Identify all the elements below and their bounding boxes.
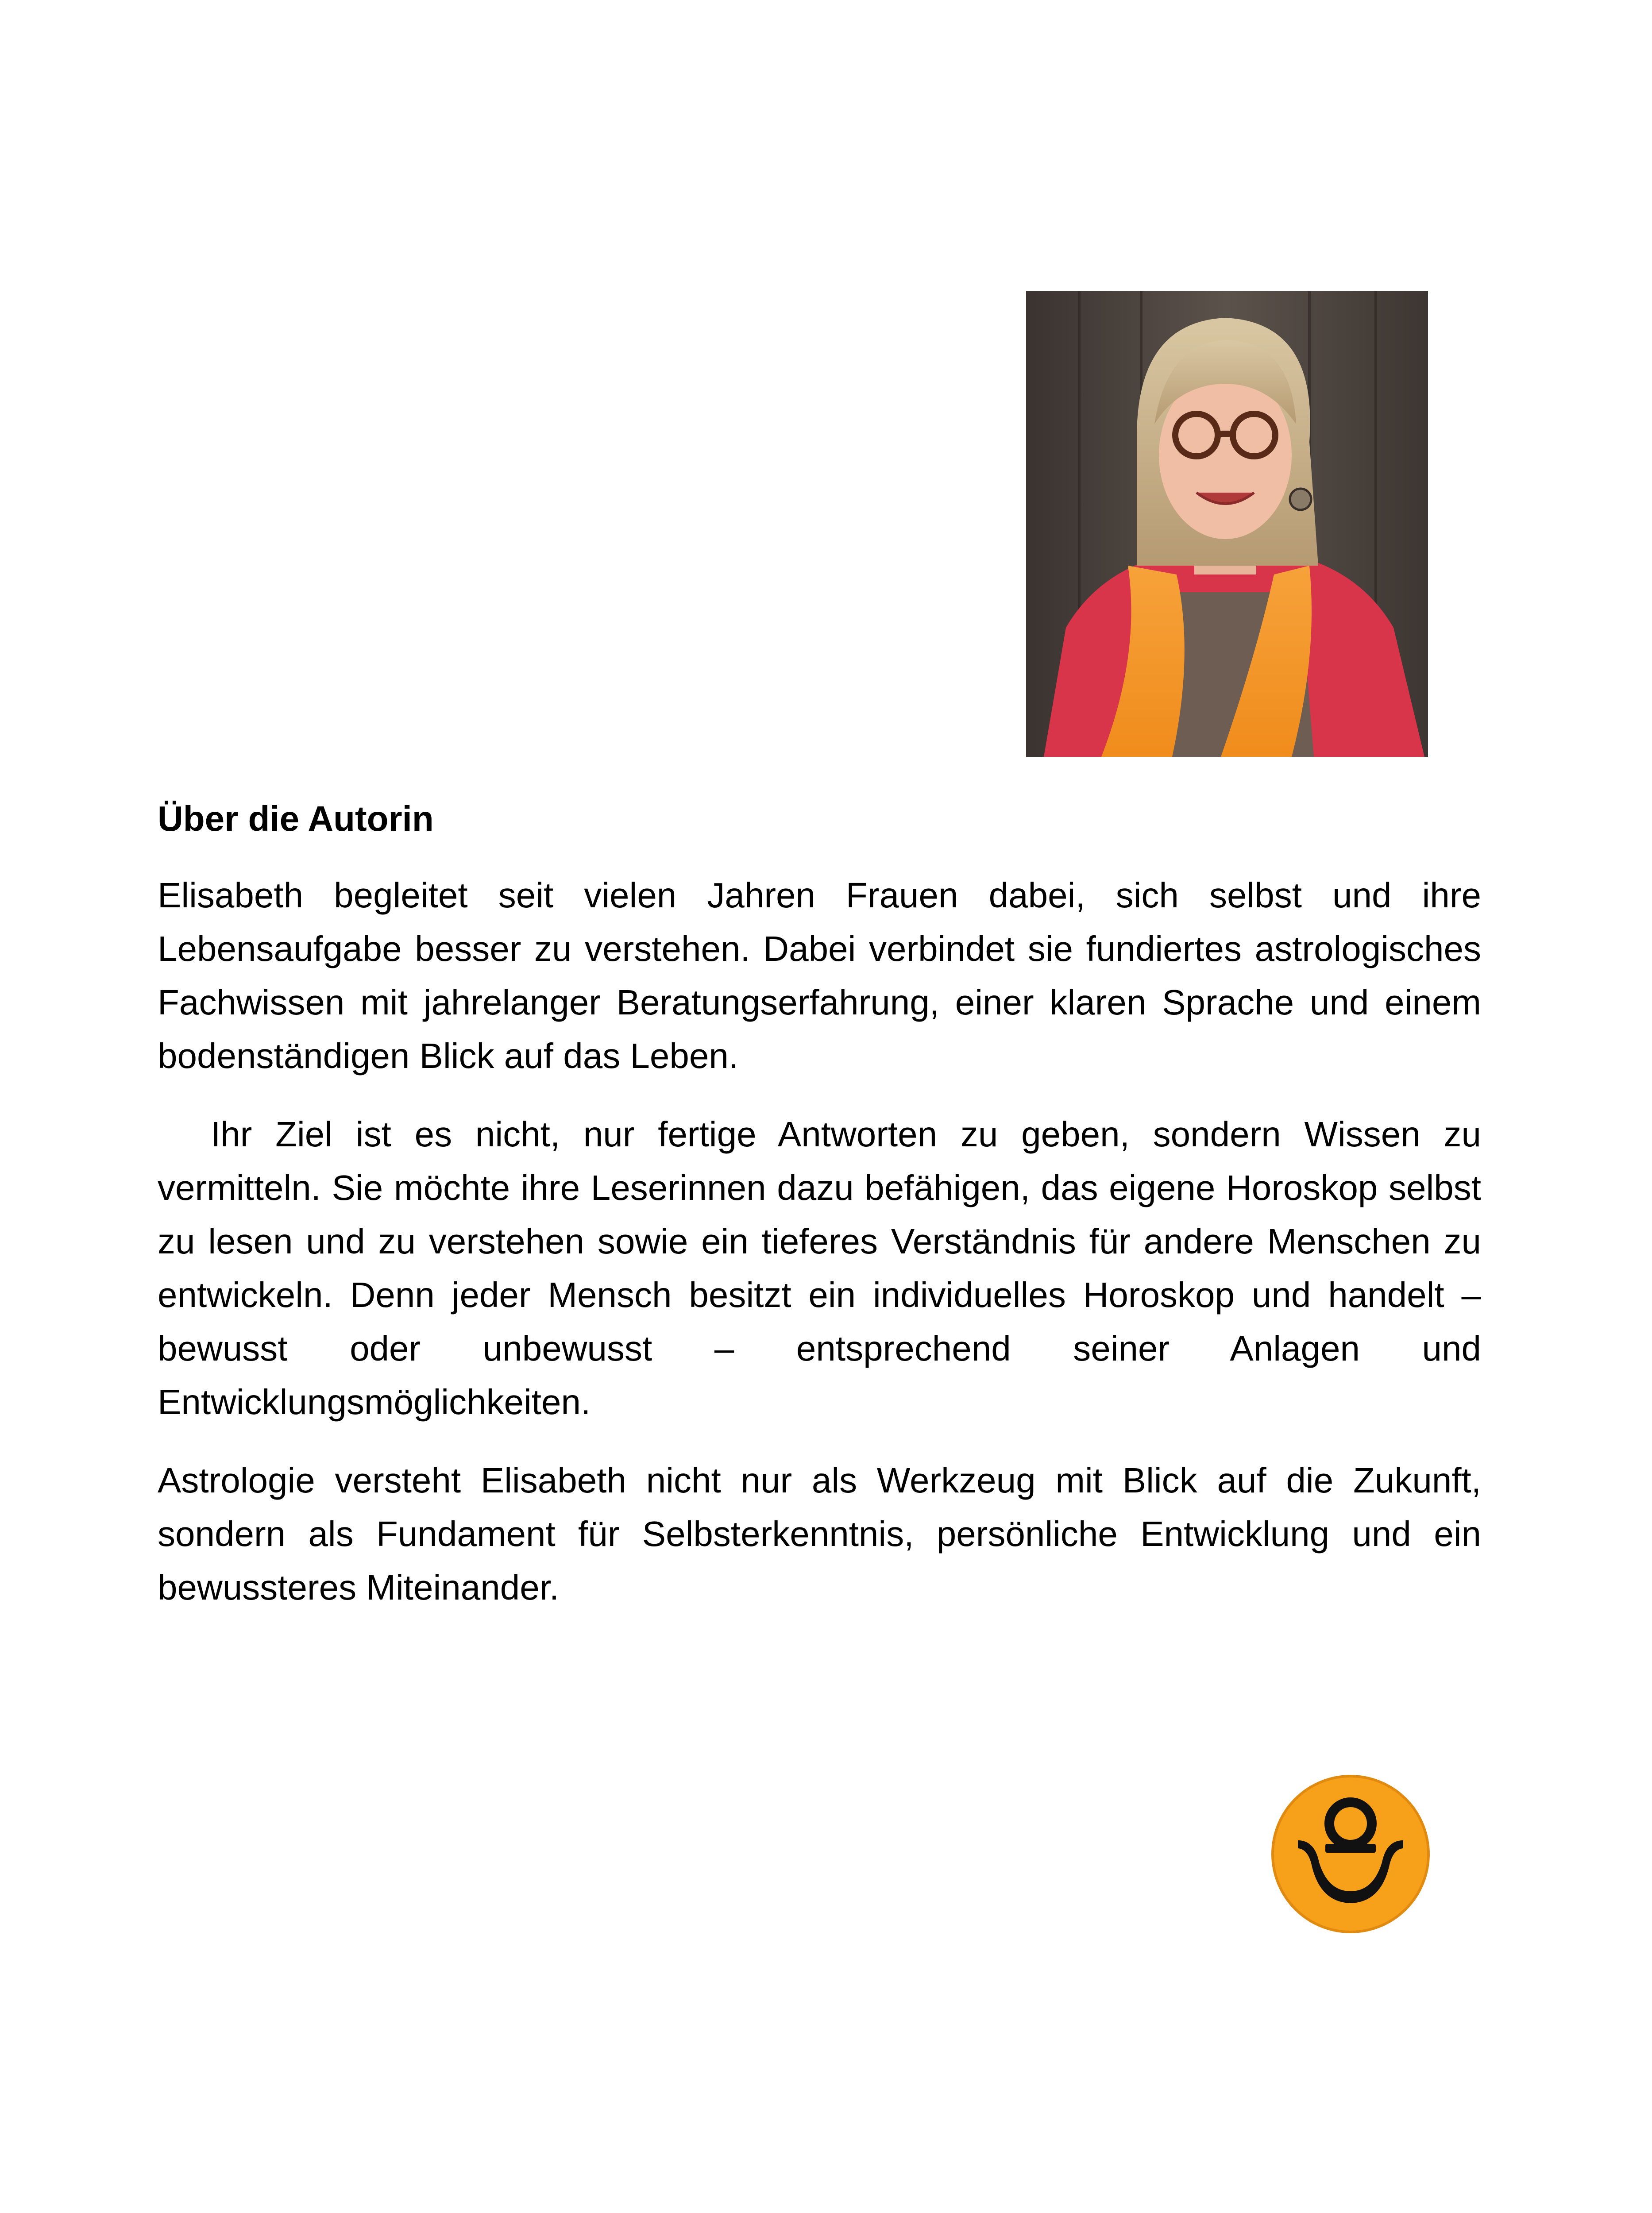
bio-paragraph-2: Ihr Ziel ist es nicht, nur fertige Antworten zu geben, sondern Wissen zu vermitteln. Sie möchte ihre Leserinnen dazu befähigen, das eigene Horoskop selbst zu lesen und zu verstehen sowie ein tieferes Verständnis für andere Menschen zu entwickeln. Denn jeder Mensch besitzt ein individuelles Horoskop und handelt – bewusst oder unbewusst – entsprechend seiner Anlagen und Entwicklungsmöglichkeiten. xyxy=(158,1114,1481,1422)
author-portrait-photo xyxy=(1026,291,1428,757)
moon-symbol-logo-icon xyxy=(1270,1774,1431,1934)
bio-paragraph-3: Astrologie versteht Elisabeth nicht nur als Werkzeug mit Blick auf die Zukunft, sondern als Fundament für Selbsterkenntnis, persönliche Entwicklung und ein bewussteres Miteinander. xyxy=(158,1461,1481,1607)
section-heading: Über die Autorin xyxy=(158,799,434,838)
bio-paragraph-1: Elisabeth begleitet seit vielen Jahren Frauen dabei, sich selbst und ihre Lebensaufgabe besser zu verstehen. Dabei verbindet sie fundiertes astrologisches Fachwissen mit jahrelanger Beratungserfahrung, einer klaren Sprache und einem bodenständigen Blick auf das Leben. xyxy=(158,875,1481,1076)
publisher-logo xyxy=(1270,1774,1431,1934)
about-author-section xyxy=(158,792,1481,1614)
author-photo xyxy=(1026,291,1428,757)
